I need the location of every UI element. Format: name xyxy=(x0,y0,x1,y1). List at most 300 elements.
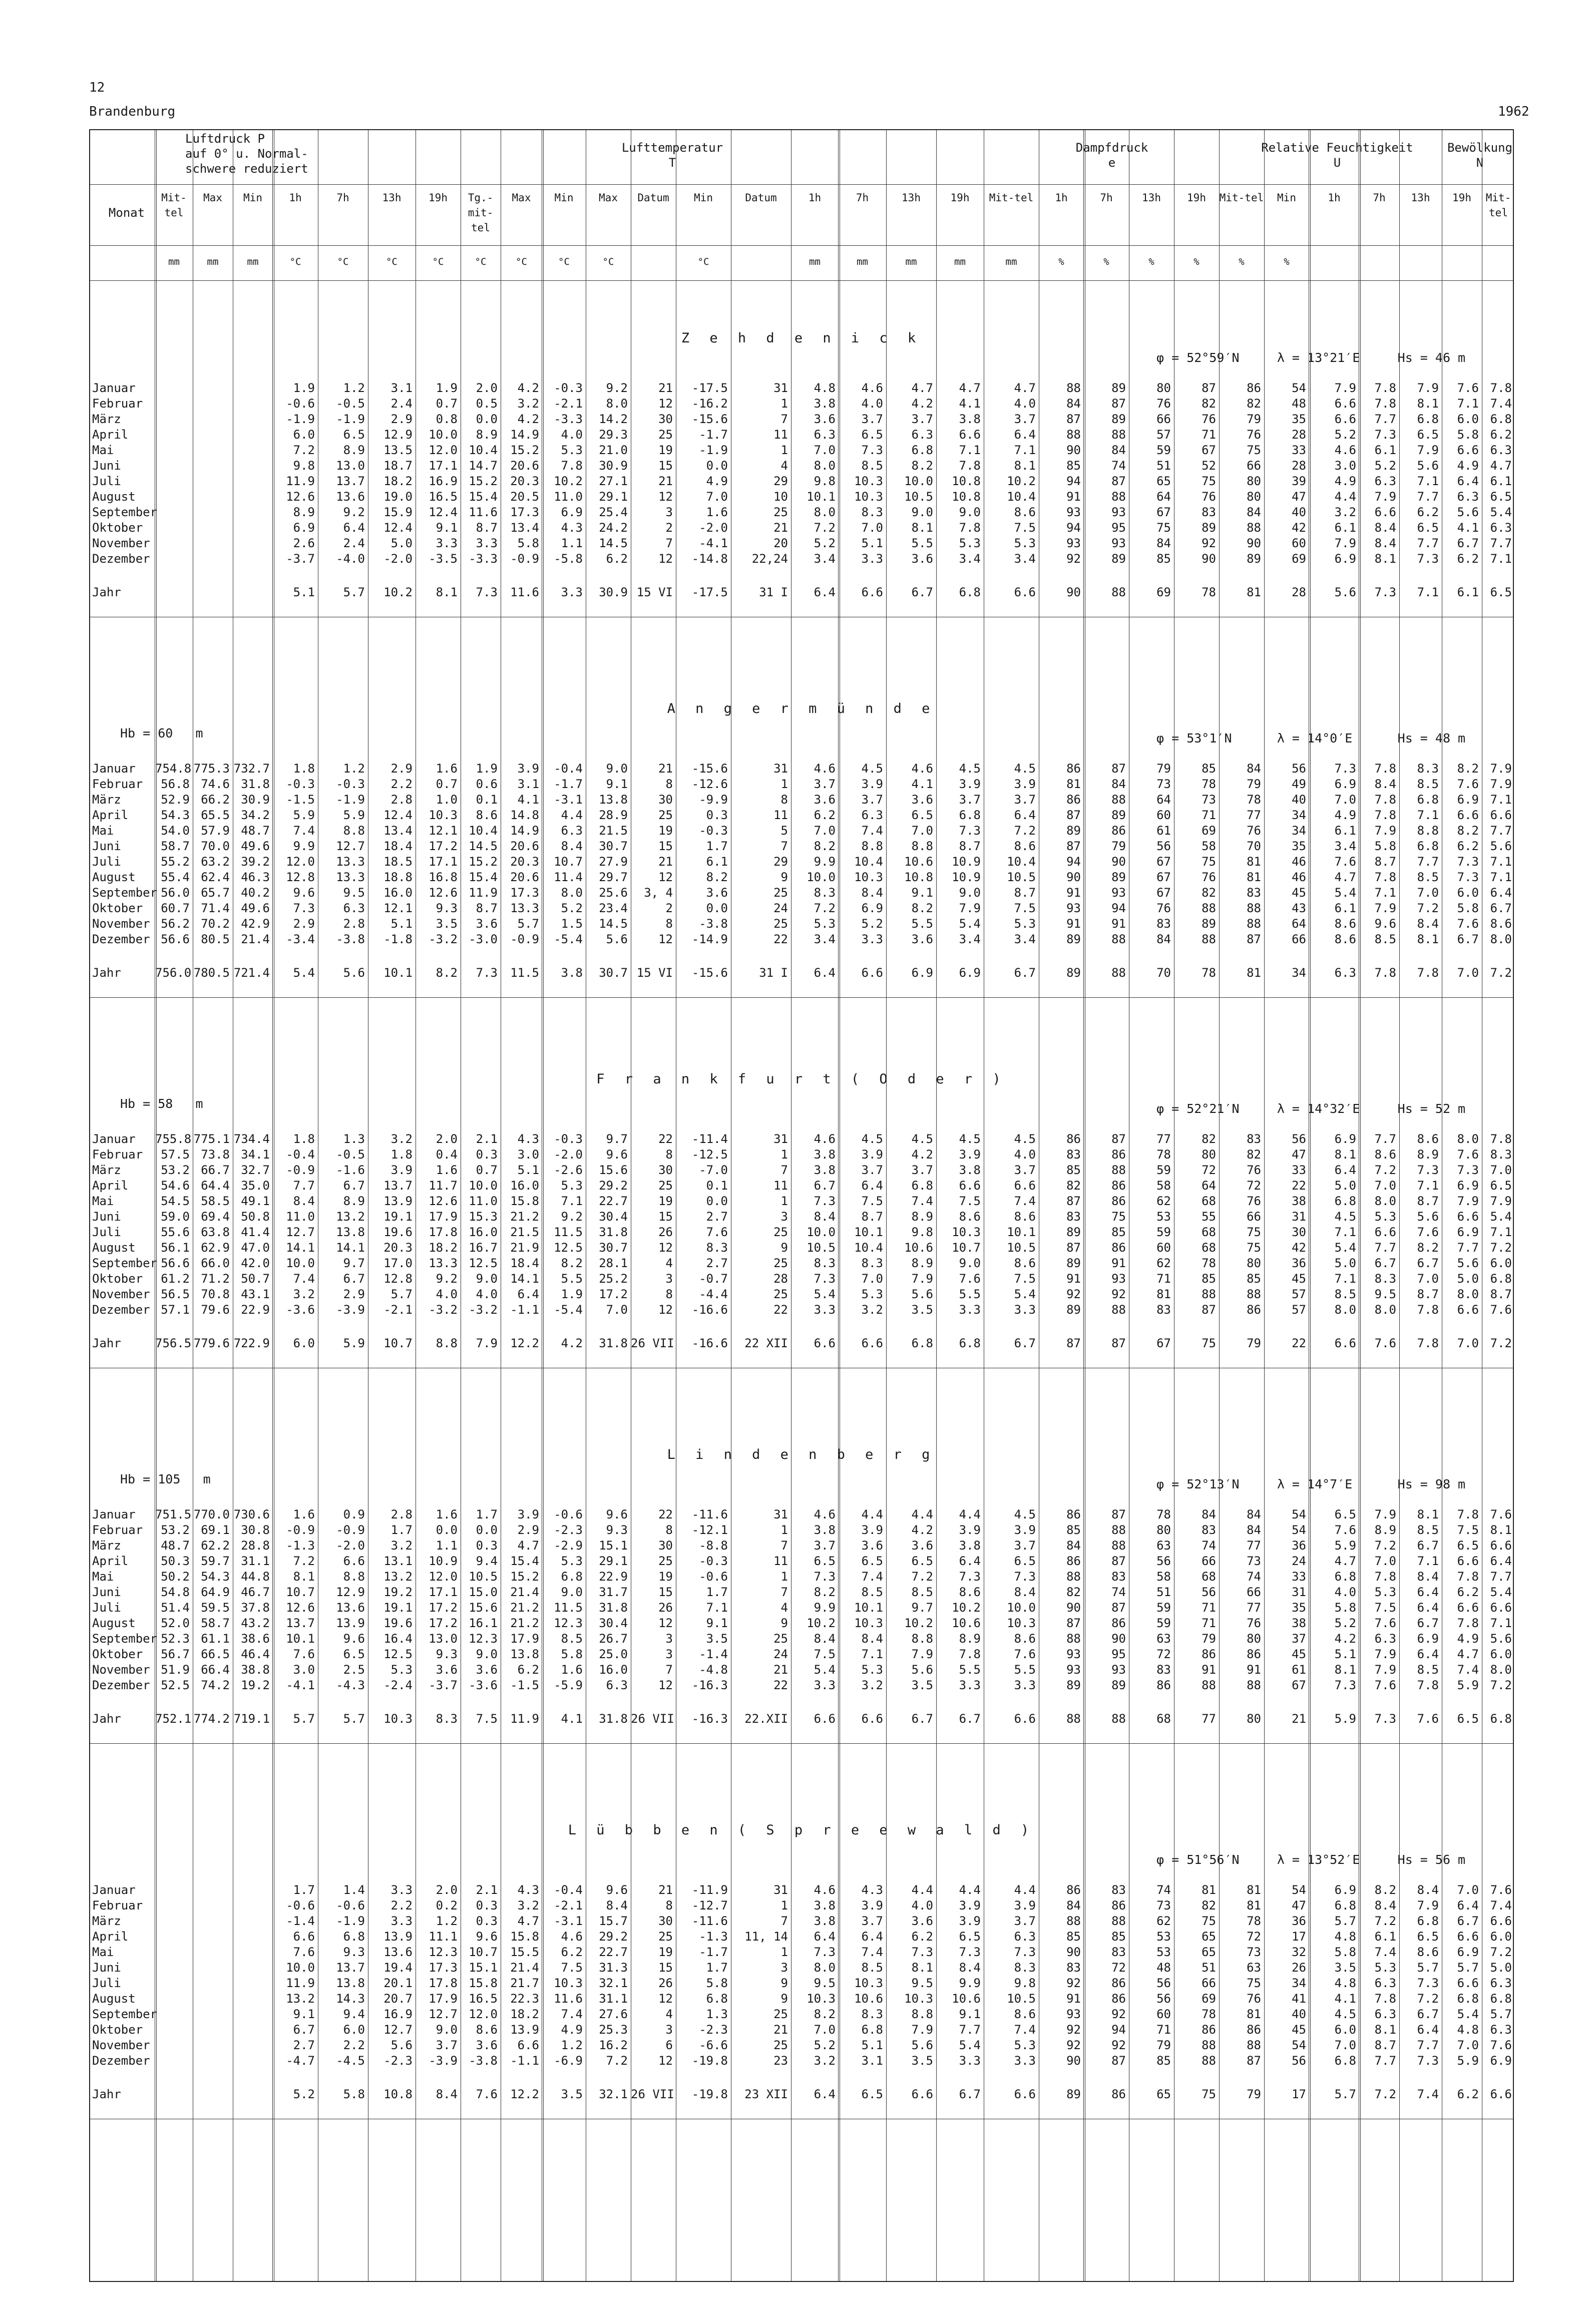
table-cell: 82 xyxy=(1247,397,1261,411)
table-cell: 88 xyxy=(1111,793,1126,807)
table-cell: -12.6 xyxy=(691,777,728,791)
table-cell: 6.3 xyxy=(606,1678,628,1692)
table-cell: 8.9 xyxy=(1374,1523,1396,1537)
table-cell: -1.9 xyxy=(286,412,315,426)
month-label: November xyxy=(92,2038,150,2052)
table-cell: 47 xyxy=(1292,1147,1306,1162)
table-cell: 29.7 xyxy=(599,870,628,884)
table-cell: 7.6 xyxy=(1417,1712,1439,1726)
table-cell: 91 xyxy=(1247,1663,1261,1677)
table-cell: 6.9 xyxy=(1334,1132,1356,1146)
table-cell: 3.8 xyxy=(814,1898,836,1912)
column-label: 19h xyxy=(1187,192,1206,204)
table-cell: 43.2 xyxy=(241,1616,270,1630)
table-cell: 7.0 xyxy=(814,443,836,457)
table-cell: 21 xyxy=(658,474,673,488)
table-cell: 6.8 xyxy=(1334,1898,1356,1912)
table-cell: 30.9 xyxy=(599,585,628,599)
table-cell: 58.7 xyxy=(201,1616,230,1630)
table-cell: 6.4 xyxy=(343,521,365,535)
table-cell: 7.7 xyxy=(1374,412,1396,426)
table-cell: 26 xyxy=(658,1976,673,1990)
table-cell: 6.5 xyxy=(1417,521,1439,535)
table-cell: 93 xyxy=(1111,886,1126,900)
table-cell: 40 xyxy=(1292,505,1306,519)
table-cell: 7.7 xyxy=(1374,2054,1396,2068)
table-cell: 9 xyxy=(780,870,788,884)
table-cell: 16.8 xyxy=(429,870,458,884)
table-cell: 87 xyxy=(1111,397,1126,411)
table-cell: 7.2 xyxy=(1374,1914,1396,1928)
header-monat: Monat xyxy=(108,206,145,220)
table-cell: 12.9 xyxy=(383,428,413,442)
table-cell: -5.4 xyxy=(554,932,583,946)
table-row xyxy=(90,427,1513,442)
table-cell: 31 xyxy=(773,381,788,395)
table-cell: 3.4 xyxy=(1014,932,1036,946)
table-cell: 3.5 xyxy=(911,1678,933,1692)
table-cell: 6.4 xyxy=(1457,474,1479,488)
table-cell: 0.3 xyxy=(476,1914,498,1928)
header-luftdruck-line1: Luftdruck P xyxy=(185,132,265,146)
table-cell: 75 xyxy=(1202,2087,1216,2101)
table-cell: 6.6 xyxy=(861,966,883,980)
table-cell: 90 xyxy=(1066,2054,1081,2068)
table-cell: 8.7 xyxy=(476,901,498,915)
table-cell: 5.2 xyxy=(814,2038,836,2052)
month-label: Mai xyxy=(92,443,114,457)
table-cell: 5.5 xyxy=(959,1663,981,1677)
table-cell: 8.6 xyxy=(1417,1132,1439,1146)
table-cell: 87 xyxy=(1111,1132,1126,1146)
table-cell: 79.6 xyxy=(201,1303,230,1317)
table-cell: 9.9 xyxy=(293,839,315,853)
table-cell: 13.4 xyxy=(383,824,413,838)
table-cell: 73 xyxy=(1247,1945,1261,1959)
table-cell: 6.6 xyxy=(1014,1179,1036,1193)
table-cell: 8.1 xyxy=(1374,2023,1396,2037)
table-cell: 79 xyxy=(1156,761,1171,776)
table-cell: 70 xyxy=(1247,839,1261,853)
table-cell: 8.8 xyxy=(1417,824,1439,838)
table-cell: 13.8 xyxy=(599,793,628,807)
table-cell: 7.7 xyxy=(1417,536,1439,550)
table-cell: 755.8 xyxy=(155,1132,192,1146)
table-cell: 1.9 xyxy=(436,381,458,395)
table-cell: 6.7 xyxy=(911,585,933,599)
column-unit: mm xyxy=(1005,256,1017,267)
table-cell: 10.3 xyxy=(854,474,883,488)
table-cell: 7.5 xyxy=(1374,1601,1396,1615)
table-cell: 83 xyxy=(1111,1570,1126,1584)
table-cell: 12.7 xyxy=(429,2007,458,2021)
month-label: Juli xyxy=(92,1976,121,1990)
table-cell: 1.6 xyxy=(293,1507,315,1521)
table-cell: 5.3 xyxy=(861,1287,883,1301)
table-cell: 3.6 xyxy=(476,2038,498,2052)
table-cell: 8.2 xyxy=(706,870,728,884)
table-cell: 8.7 xyxy=(1417,1287,1439,1301)
table-cell: 6.3 xyxy=(1374,1976,1396,1990)
table-cell: 14.9 xyxy=(510,824,539,838)
table-cell: 89 xyxy=(1066,1678,1081,1692)
table-cell: 15 xyxy=(658,839,673,853)
table-cell: 40 xyxy=(1292,793,1306,807)
table-row xyxy=(90,1898,1513,1913)
table-cell: 8.6 xyxy=(959,1210,981,1224)
table-cell: 6.5 xyxy=(343,1647,365,1661)
table-cell: 3.6 xyxy=(861,1539,883,1553)
table-cell: 6.3 xyxy=(343,901,365,915)
table-cell: 5.0 xyxy=(390,536,413,550)
table-cell: 8.0 xyxy=(1374,1194,1396,1208)
table-cell: 25.3 xyxy=(599,2023,628,2037)
table-cell: 87 xyxy=(1066,1336,1081,1350)
table-cell: 57 xyxy=(1292,1303,1306,1317)
month-label: November xyxy=(92,1287,150,1301)
table-cell: 6.7 xyxy=(1490,901,1512,915)
table-cell: 21.4 xyxy=(510,1585,539,1599)
table-cell: -0.7 xyxy=(699,1272,728,1286)
table-cell: 7.8 xyxy=(1417,1678,1439,1692)
table-cell: 22 xyxy=(1292,1336,1306,1350)
table-cell: -1.9 xyxy=(699,443,728,457)
column-label: 19h xyxy=(429,192,448,204)
table-cell: 7.6 xyxy=(959,1272,981,1286)
table-cell: 1.9 xyxy=(293,381,315,395)
table-cell: 82 xyxy=(1202,1898,1216,1912)
column-divider xyxy=(1219,130,1220,2281)
table-cell: 71 xyxy=(1202,808,1216,822)
station-coordinates: φ = 51°56′N λ = 13°52′E Hs = 56 m xyxy=(1156,1852,1466,1867)
table-cell: 7.9 xyxy=(959,901,981,915)
table-cell: 7 xyxy=(780,1914,788,1928)
table-cell: 12.0 xyxy=(286,855,315,869)
table-cell: 87 xyxy=(1247,2054,1261,2068)
table-cell: 3.9 xyxy=(517,761,539,776)
table-cell: 25 xyxy=(773,1287,788,1301)
table-cell: 21 xyxy=(658,381,673,395)
table-cell: 26.7 xyxy=(599,1632,628,1646)
table-cell: 6.5 xyxy=(861,2087,883,2101)
table-cell: 6.4 xyxy=(1457,1898,1479,1912)
table-cell: 86 xyxy=(1111,1147,1126,1162)
table-cell: 6.1 xyxy=(1490,474,1512,488)
table-cell: 21.5 xyxy=(510,1225,539,1239)
table-cell: -4.5 xyxy=(336,2054,365,2068)
table-cell: 9.1 xyxy=(911,886,933,900)
header-rule xyxy=(90,245,1513,246)
table-cell: 7.6 xyxy=(1490,1507,1512,1521)
table-cell: -4.4 xyxy=(699,1287,728,1301)
table-cell: 45 xyxy=(1292,2023,1306,2037)
table-cell: 4.4 xyxy=(959,1883,981,1897)
table-cell: 84 xyxy=(1111,443,1126,457)
table-cell: 8.1 xyxy=(1334,1147,1356,1162)
table-cell: 6.2 xyxy=(606,552,628,566)
table-cell: 8 xyxy=(665,917,673,931)
table-cell: 15 xyxy=(658,1585,673,1599)
column-label: Mit-tel xyxy=(1219,192,1264,204)
table-cell: 11.5 xyxy=(554,1601,583,1615)
year-total-label: Jahr xyxy=(92,1712,121,1726)
table-cell: 8.2 xyxy=(1374,1883,1396,1897)
table-cell: 14.3 xyxy=(336,1992,365,2006)
column-label: 7h xyxy=(856,192,869,204)
table-cell: 84 xyxy=(1247,1507,1261,1521)
table-cell: -4.0 xyxy=(336,552,365,566)
table-cell: 72 xyxy=(1111,1961,1126,1975)
table-cell: 51.4 xyxy=(161,1601,190,1615)
table-cell: 9.0 xyxy=(476,1647,498,1661)
table-cell: -0.3 xyxy=(554,1132,583,1146)
table-cell: -1.9 xyxy=(336,412,365,426)
table-cell: 7.1 xyxy=(959,443,981,457)
table-cell: -11.6 xyxy=(691,1507,728,1521)
table-row xyxy=(90,520,1513,535)
table-cell: 10.0 xyxy=(469,1179,498,1193)
table-cell: 11 xyxy=(773,1179,788,1193)
table-cell: 8.5 xyxy=(911,1585,933,1599)
table-cell: 6.3 xyxy=(1457,490,1479,504)
column-unit: % xyxy=(1239,256,1245,267)
table-cell: 4.6 xyxy=(814,1132,836,1146)
table-cell: 80 xyxy=(1247,1712,1261,1726)
station-coordinates: φ = 52°21′N λ = 14°32′E Hs = 52 m xyxy=(1156,1101,1466,1116)
column-label: 19h xyxy=(1452,192,1471,204)
table-row xyxy=(90,2022,1513,2037)
table-cell: 3.5 xyxy=(706,1632,728,1646)
table-cell: 9.6 xyxy=(343,1632,365,1646)
table-cell: 52.5 xyxy=(161,1678,190,1692)
table-cell: 6.7 xyxy=(1457,1914,1479,1928)
table-cell: 76 xyxy=(1156,901,1171,915)
table-cell: 7.3 xyxy=(1417,1976,1439,1990)
table-cell: 2.8 xyxy=(390,793,413,807)
table-cell: 75 xyxy=(1247,1976,1261,1990)
table-cell: 55 xyxy=(1202,1210,1216,1224)
table-cell: 8.9 xyxy=(959,1632,981,1646)
table-cell: 67 xyxy=(1156,870,1171,884)
table-cell: 62 xyxy=(1156,1914,1171,1928)
table-cell: 719.1 xyxy=(233,1712,270,1726)
table-cell: 0.0 xyxy=(476,1523,498,1537)
table-cell: 7.9 xyxy=(1374,1507,1396,1521)
table-cell: 81 xyxy=(1156,1287,1171,1301)
table-cell: 4.2 xyxy=(911,1523,933,1537)
table-cell: 83 xyxy=(1156,917,1171,931)
table-cell: 86 xyxy=(1247,381,1261,395)
table-row xyxy=(90,1647,1513,1662)
table-cell: 54.3 xyxy=(201,1570,230,1584)
table-cell: -15.6 xyxy=(691,761,728,776)
table-cell: 2.2 xyxy=(390,777,413,791)
table-cell: 7.6 xyxy=(1457,381,1479,395)
table-cell: 7.2 xyxy=(1374,1539,1396,1553)
table-cell: 77 xyxy=(1156,1132,1171,1146)
table-cell: 6.0 xyxy=(293,1336,315,1350)
column-divider xyxy=(1399,130,1400,2281)
table-cell: 8.4 xyxy=(293,1194,315,1208)
table-cell: 75 xyxy=(1202,1336,1216,1350)
table-cell: 11.0 xyxy=(469,1194,498,1208)
table-cell: 10.3 xyxy=(807,1992,836,2006)
table-cell: 6.2 xyxy=(1457,1585,1479,1599)
table-cell: 15.2 xyxy=(469,474,498,488)
table-cell: 3.5 xyxy=(911,2054,933,2068)
table-cell: 7.3 xyxy=(476,966,498,980)
table-cell: -12.5 xyxy=(691,1147,728,1162)
table-cell: 1.1 xyxy=(561,536,583,550)
table-cell: 7.3 xyxy=(814,1272,836,1286)
table-cell: -3.8 xyxy=(469,2054,498,2068)
table-cell: 6.7 xyxy=(1417,2007,1439,2021)
table-cell: 3.0 xyxy=(293,1663,315,1677)
table-cell: 6.8 xyxy=(1490,1712,1512,1726)
table-cell: 10.1 xyxy=(286,1632,315,1646)
table-cell: -3.5 xyxy=(429,552,458,566)
table-cell: 1.8 xyxy=(293,761,315,776)
table-cell: 78 xyxy=(1247,793,1261,807)
table-cell: 7.5 xyxy=(561,1961,583,1975)
table-cell: 7.5 xyxy=(1014,1272,1036,1286)
table-cell: -1.4 xyxy=(699,1647,728,1661)
table-cell: 68 xyxy=(1202,1570,1216,1584)
table-cell: -1.9 xyxy=(336,1914,365,1928)
table-cell: 8.6 xyxy=(959,1585,981,1599)
header-bewoelkung xyxy=(1445,140,1515,170)
table-cell: 64 xyxy=(1292,917,1306,931)
table-cell: 7 xyxy=(665,1663,673,1677)
column-label: Tg.-mit-tel xyxy=(468,192,494,234)
table-cell: 10.4 xyxy=(1007,855,1036,869)
table-cell: 10.3 xyxy=(854,1616,883,1630)
table-cell: 8.9 xyxy=(1417,1147,1439,1162)
table-cell: 2.7 xyxy=(706,1210,728,1224)
month-label: November xyxy=(92,917,150,931)
table-cell: 6.8 xyxy=(1490,412,1512,426)
table-cell: 74 xyxy=(1111,1585,1126,1599)
table-cell: 6.6 xyxy=(1457,1930,1479,1944)
table-cell: 3.3 xyxy=(1014,1678,1036,1692)
table-cell: 38.8 xyxy=(241,1663,270,1677)
column-label: 13h xyxy=(1411,192,1430,204)
month-label: März xyxy=(92,793,121,807)
table-cell: 1.2 xyxy=(343,381,365,395)
table-cell: 12.0 xyxy=(429,1570,458,1584)
table-cell: 6.7 xyxy=(1374,1256,1396,1270)
table-cell: 10.4 xyxy=(1007,490,1036,504)
table-cell: 76 xyxy=(1202,490,1216,504)
table-cell: 5.3 xyxy=(1014,2038,1036,2052)
table-cell: 71 xyxy=(1202,1616,1216,1630)
table-cell: 18.5 xyxy=(383,855,413,869)
table-cell: 7.0 xyxy=(1334,2038,1356,2052)
table-cell: 72 xyxy=(1247,1930,1261,1944)
table-cell: -1.3 xyxy=(286,1539,315,1553)
table-cell: 6.1 xyxy=(1334,521,1356,535)
table-cell: 58.5 xyxy=(201,1194,230,1208)
table-cell: 83 xyxy=(1066,1961,1081,1975)
table-cell: 20.6 xyxy=(510,870,539,884)
month-label: Februar xyxy=(92,777,143,791)
table-cell: 7.9 xyxy=(1374,490,1396,504)
table-cell: 4.7 xyxy=(911,381,933,395)
header-feuchtigkeit xyxy=(1230,140,1445,170)
table-cell: 6.4 xyxy=(1490,886,1512,900)
table-cell: 4.2 xyxy=(561,1336,583,1350)
table-cell: 3.7 xyxy=(814,1539,836,1553)
table-cell: 0.7 xyxy=(476,1163,498,1177)
table-row xyxy=(90,885,1513,900)
table-cell: 5.8 xyxy=(1334,1601,1356,1615)
table-cell: 13.6 xyxy=(336,1601,365,1615)
table-cell: 22 xyxy=(773,932,788,946)
table-cell: 752.1 xyxy=(155,1712,192,1726)
table-cell: 4.9 xyxy=(1334,474,1356,488)
table-cell: 58 xyxy=(1156,1570,1171,1584)
table-cell: 8.4 xyxy=(1417,917,1439,931)
table-cell: 5.0 xyxy=(1334,1179,1356,1193)
table-cell: -7.0 xyxy=(699,1163,728,1177)
station-name: F r a n k f u r t ( O d e r ) xyxy=(596,1071,1007,1087)
table-cell: 17.8 xyxy=(429,1976,458,1990)
table-cell: 3 xyxy=(780,1210,788,1224)
month-label: Juni xyxy=(92,839,121,853)
table-cell: 1.1 xyxy=(436,1539,458,1553)
table-cell: 7.3 xyxy=(1457,870,1479,884)
table-cell: 6.3 xyxy=(1374,2007,1396,2021)
table-cell: 10.3 xyxy=(904,1992,933,2006)
table-cell: 10.2 xyxy=(554,474,583,488)
table-cell: 19.2 xyxy=(383,1585,413,1599)
table-cell: 54.6 xyxy=(161,1179,190,1193)
table-cell: 7.6 xyxy=(1334,1523,1356,1537)
table-cell: 61 xyxy=(1156,824,1171,838)
table-cell: 7.6 xyxy=(293,1647,315,1661)
table-cell: 9.0 xyxy=(561,1585,583,1599)
table-cell: 10.1 xyxy=(1007,1225,1036,1239)
table-cell: 31 xyxy=(773,761,788,776)
table-cell: 0.8 xyxy=(436,412,458,426)
table-cell: 23 xyxy=(773,2054,788,2068)
table-cell: 8 xyxy=(665,1287,673,1301)
table-cell: 91 xyxy=(1202,1663,1216,1677)
table-cell: 6.6 xyxy=(1457,808,1479,822)
table-cell: 81 xyxy=(1247,855,1261,869)
table-cell: 92 xyxy=(1111,2038,1126,2052)
table-cell: 3.4 xyxy=(959,932,981,946)
table-cell: 88 xyxy=(1066,1712,1081,1726)
table-cell: 85 xyxy=(1111,1225,1126,1239)
table-cell: 48 xyxy=(1292,397,1306,411)
column-divider xyxy=(1359,130,1363,2281)
table-cell: 56 xyxy=(1202,1585,1216,1599)
table-cell: 5.4 xyxy=(814,1287,836,1301)
table-cell: 6.6 xyxy=(1457,1976,1479,1990)
table-cell: 81 xyxy=(1247,870,1261,884)
header-luftdruck-line2: auf 0° u. Normal- xyxy=(185,147,308,161)
table-cell: 60 xyxy=(1156,808,1171,822)
table-cell: 7.4 xyxy=(1490,1898,1512,1912)
table-cell: 6.3 xyxy=(814,428,836,442)
table-cell: 12.6 xyxy=(286,1601,315,1615)
column-unit: °C xyxy=(337,256,349,267)
table-row xyxy=(90,1678,1513,1693)
table-cell: 3.4 xyxy=(959,552,981,566)
table-cell: 3.6 xyxy=(476,1663,498,1677)
table-cell: 85 xyxy=(1066,1930,1081,1944)
